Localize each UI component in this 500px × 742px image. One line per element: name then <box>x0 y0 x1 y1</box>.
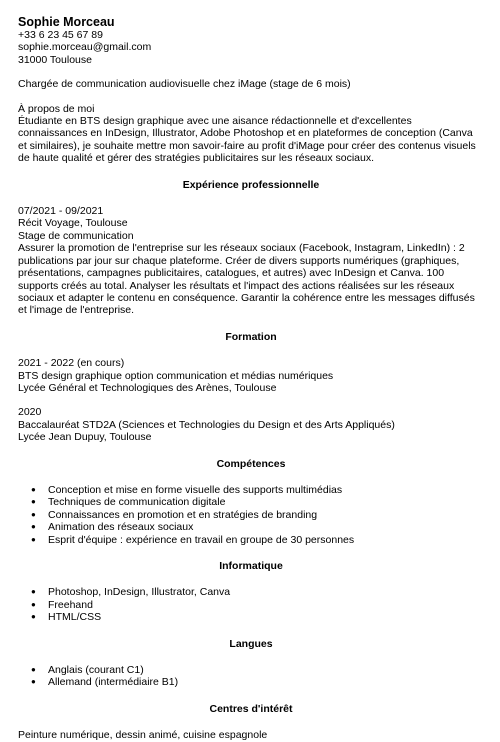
education-school: Lycée Jean Dupuy, Toulouse <box>18 431 152 444</box>
education-item <box>18 357 484 394</box>
education-dates: 2021 - 2022 (en cours) <box>18 357 125 370</box>
education-degree: Baccalauréat STD2A (Sciences et Technologies du Design et des Arts Appliqués) <box>18 418 395 431</box>
objective: Chargée de communication audiovisuelle chez iMage (stage de 6 mois) <box>18 78 351 91</box>
phone-number: +33 6 23 45 67 89 <box>18 29 103 41</box>
education-section-title: Formation <box>225 330 277 343</box>
experience-company: Récit Voyage, Toulouse <box>18 217 128 230</box>
education-dates: 2020 <box>18 406 42 419</box>
list-item: ● Freehand <box>18 599 484 611</box>
experience-description: Assurer la promotion de l'entreprise sur les réseaux sociaux (Facebook, Instagram, LinkedIn) : 2 publications par jour sur chaque plateforme. Créer de divers supports numériques (graphiques, présentations, campagnes publicitaires, catalogues, et autres) avec InDesign et Canva. 100 supports créés au total. Analyser les résultats et l'impact des actions réalisées sur les réseaux sociaux et adapter le contenu en conséquence. Garantir la cohérence entre les messages diffusés et l'image de l'entreprise. <box>18 242 475 317</box>
computing-section-title: Informatique <box>219 560 283 572</box>
interests-section-title: Centres d'intérêt <box>209 702 293 715</box>
about-title: À propos de moi <box>18 102 95 115</box>
languages-section-title: Langues <box>229 637 273 650</box>
experience-role: Stage de communication <box>18 229 134 242</box>
experience-dates: 07/2021 - 09/2021 <box>18 205 104 218</box>
computing-list <box>18 586 484 623</box>
about-text: Étudiante en BTS design graphique avec une aisance rédactionnelle et d'excellentes connaissances en InDesign, Illustrator, Adobe Photoshop et en plateformes de conception (Canva et similaires), je souhaite mettre mon savoir-faire au profit d'iMage pour créer des contenus visuels de haute qualité et gérer des stratégies publicitaires sur les réseaux sociaux. <box>18 115 476 165</box>
education-school: Lycée Général et Technologiques des Arènes, Toulouse <box>18 381 277 394</box>
list-item: ● Conception et mise en forme visuelle des supports multimédias <box>18 484 484 496</box>
list-item: ● Animation des réseaux sociaux <box>18 521 484 533</box>
list-item: ● Techniques de communication digitale <box>18 496 484 508</box>
skills-section-title: Compétences <box>216 457 286 470</box>
list-item: ● Esprit d'équipe : expérience en travail en groupe de 30 personnes <box>18 534 484 546</box>
education-degree: BTS design graphique option communication et médias numériques <box>18 369 334 382</box>
skills-list <box>18 484 484 546</box>
resume-page <box>18 15 484 742</box>
experience-item <box>18 205 484 317</box>
list-item: ● Anglais (courant C1) <box>18 664 484 676</box>
list-item: ● Photoshop, InDesign, Illustrator, Canva <box>18 586 484 598</box>
interests-text: Peinture numérique, dessin animé, cuisine espagnole <box>18 729 268 742</box>
candidate-name: Sophie Morceau <box>18 15 115 29</box>
education-item <box>18 406 484 443</box>
languages-list <box>18 664 484 689</box>
email-address: sophie.morceau@gmail.com <box>18 41 152 54</box>
list-item: ● Allemand (intermédiaire B1) <box>18 676 484 688</box>
list-item: ● HTML/CSS <box>18 611 484 623</box>
city: 31000 Toulouse <box>18 53 92 66</box>
experience-section-title: Expérience professionnelle <box>182 178 320 191</box>
list-item: ● Connaissances en promotion et en stratégies de branding <box>18 509 484 521</box>
